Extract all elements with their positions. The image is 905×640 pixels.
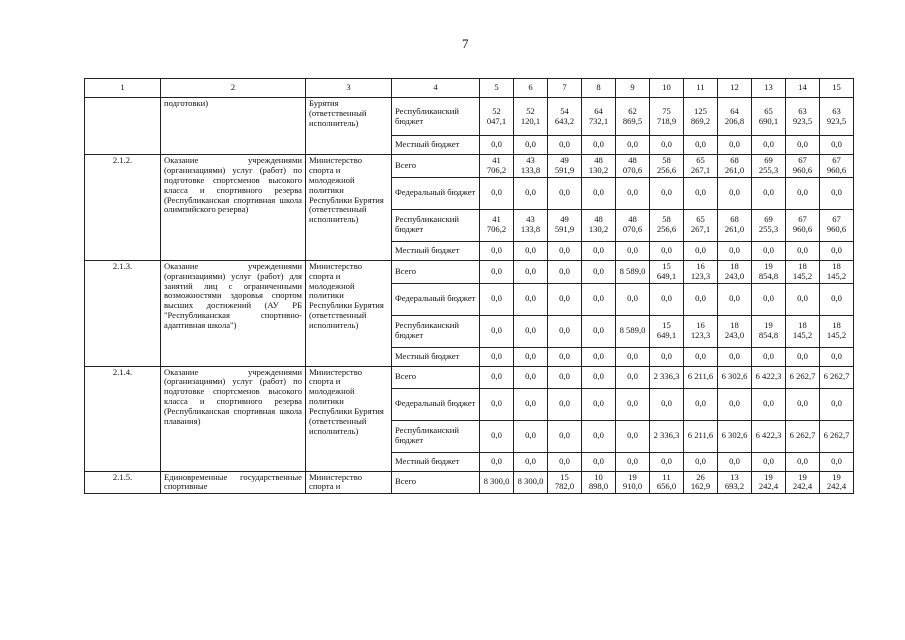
column-header: 13 xyxy=(752,79,786,98)
column-header: 9 xyxy=(616,79,650,98)
amount-cell: 67 960,6 xyxy=(820,155,854,178)
amount-cell: 0,0 xyxy=(718,283,752,315)
column-header: 11 xyxy=(684,79,718,98)
amount-cell: 18 145,2 xyxy=(820,315,854,347)
amount-cell: 0,0 xyxy=(582,136,616,155)
amount-cell: 0,0 xyxy=(752,347,786,366)
amount-cell: 0,0 xyxy=(752,241,786,260)
amount-cell: 0,0 xyxy=(752,388,786,420)
amount-cell: 69 255,3 xyxy=(752,209,786,241)
responsible-executor: Министерство спорта и молодежной политики Республики Бурятия (ответственный исполнитель) xyxy=(306,366,392,471)
item-description: Единовременные государственные спортивные xyxy=(161,471,306,494)
amount-cell: 8 589,0 xyxy=(616,260,650,283)
amount-cell: 0,0 xyxy=(480,420,514,452)
amount-cell: 6 302,6 xyxy=(718,420,752,452)
amount-cell: 0,0 xyxy=(650,241,684,260)
amount-cell: 0,0 xyxy=(616,347,650,366)
table-row xyxy=(85,260,854,283)
amount-cell: 0,0 xyxy=(582,366,616,388)
amount-cell: 19 910,0 xyxy=(616,471,650,494)
amount-cell: 8 300,0 xyxy=(514,471,548,494)
amount-cell: 68 261,0 xyxy=(718,155,752,178)
amount-cell: 26 162,9 xyxy=(684,471,718,494)
amount-cell: 0,0 xyxy=(548,315,582,347)
item-description: Оказание учреждениями (организациями) услуг (работ) по подготовке спортсменов высокого класса и спортивного резерва (Республиканская спортивная школа плавания) xyxy=(161,366,306,471)
amount-cell: 0,0 xyxy=(514,260,548,283)
amount-cell: 0,0 xyxy=(718,452,752,471)
amount-cell: 0,0 xyxy=(548,420,582,452)
amount-cell: 0,0 xyxy=(514,366,548,388)
amount-cell: 0,0 xyxy=(650,283,684,315)
amount-cell: 0,0 xyxy=(616,136,650,155)
amount-cell: 0,0 xyxy=(480,177,514,209)
amount-cell: 0,0 xyxy=(548,283,582,315)
item-description: подготовки) xyxy=(161,98,306,155)
column-header: 1 xyxy=(85,79,161,98)
amount-cell: 0,0 xyxy=(582,347,616,366)
amount-cell: 0,0 xyxy=(480,315,514,347)
item-code: 2.1.2. xyxy=(85,155,161,261)
amount-cell: 0,0 xyxy=(548,366,582,388)
amount-cell: 0,0 xyxy=(616,420,650,452)
amount-cell: 0,0 xyxy=(514,136,548,155)
amount-cell: 18 145,2 xyxy=(786,315,820,347)
amount-cell: 0,0 xyxy=(718,136,752,155)
amount-cell: 6 422,3 xyxy=(752,366,786,388)
table-row xyxy=(85,366,854,388)
amount-cell: 43 133,8 xyxy=(514,209,548,241)
amount-cell: 0,0 xyxy=(548,347,582,366)
amount-cell: 0,0 xyxy=(650,452,684,471)
amount-cell: 6 262,7 xyxy=(820,366,854,388)
amount-cell: 69 255,3 xyxy=(752,155,786,178)
amount-cell: 0,0 xyxy=(582,315,616,347)
funding-source: Местный бюджет xyxy=(392,136,480,155)
amount-cell: 0,0 xyxy=(582,260,616,283)
amount-cell: 52 120,1 xyxy=(514,98,548,136)
amount-cell: 0,0 xyxy=(650,136,684,155)
amount-cell: 58 256,6 xyxy=(650,209,684,241)
amount-cell: 0,0 xyxy=(820,136,854,155)
amount-cell: 19 854,8 xyxy=(752,315,786,347)
column-header: 6 xyxy=(514,79,548,98)
header-row xyxy=(85,79,854,98)
amount-cell: 0,0 xyxy=(718,388,752,420)
amount-cell: 6 302,6 xyxy=(718,366,752,388)
amount-cell: 64 206,8 xyxy=(718,98,752,136)
amount-cell: 0,0 xyxy=(548,136,582,155)
amount-cell: 0,0 xyxy=(480,366,514,388)
amount-cell: 0,0 xyxy=(616,283,650,315)
column-header: 12 xyxy=(718,79,752,98)
amount-cell: 0,0 xyxy=(684,388,718,420)
amount-cell: 0,0 xyxy=(752,177,786,209)
amount-cell: 0,0 xyxy=(514,177,548,209)
item-code: 2.1.3. xyxy=(85,260,161,366)
amount-cell: 0,0 xyxy=(752,283,786,315)
responsible-executor: Министерство спорта и xyxy=(306,471,392,494)
amount-cell: 0,0 xyxy=(514,420,548,452)
amount-cell: 0,0 xyxy=(786,388,820,420)
amount-cell: 0,0 xyxy=(820,347,854,366)
amount-cell: 0,0 xyxy=(786,136,820,155)
amount-cell: 18 243,0 xyxy=(718,260,752,283)
amount-cell: 6 211,6 xyxy=(684,366,718,388)
amount-cell: 0,0 xyxy=(514,283,548,315)
amount-cell: 0,0 xyxy=(650,347,684,366)
amount-cell: 0,0 xyxy=(718,347,752,366)
amount-cell: 0,0 xyxy=(480,452,514,471)
amount-cell: 15 649,1 xyxy=(650,315,684,347)
amount-cell: 125 869,2 xyxy=(684,98,718,136)
amount-cell: 6 422,3 xyxy=(752,420,786,452)
amount-cell: 75 718,9 xyxy=(650,98,684,136)
amount-cell: 41 706,2 xyxy=(480,209,514,241)
responsible-executor: Министерство спорта и молодежной политики Республики Бурятия (ответственный исполнитель) xyxy=(306,155,392,261)
budget-table xyxy=(84,78,854,494)
amount-cell: 0,0 xyxy=(650,177,684,209)
item-description: Оказание учреждениями (организациями) услуг (работ) по подготовке спортсменов высокого класса и спортивного резерва (Республиканская спортивная школа олимпийского резерва) xyxy=(161,155,306,261)
table-row xyxy=(85,98,854,136)
amount-cell: 58 256,6 xyxy=(650,155,684,178)
amount-cell: 49 591,9 xyxy=(548,155,582,178)
table-row xyxy=(85,471,854,494)
amount-cell: 67 960,6 xyxy=(820,209,854,241)
responsible-executor: Бурятия (ответственный исполнитель) xyxy=(306,98,392,155)
amount-cell: 0,0 xyxy=(582,283,616,315)
amount-cell: 0,0 xyxy=(684,177,718,209)
amount-cell: 19 854,8 xyxy=(752,260,786,283)
amount-cell: 0,0 xyxy=(820,452,854,471)
amount-cell: 48 070,6 xyxy=(616,209,650,241)
amount-cell: 0,0 xyxy=(684,283,718,315)
column-header: 14 xyxy=(786,79,820,98)
amount-cell: 54 643,2 xyxy=(548,98,582,136)
funding-source: Федеральный бюджет xyxy=(392,283,480,315)
amount-cell: 0,0 xyxy=(548,260,582,283)
column-header: 15 xyxy=(820,79,854,98)
funding-source: Местный бюджет xyxy=(392,452,480,471)
amount-cell: 0,0 xyxy=(684,241,718,260)
amount-cell: 0,0 xyxy=(820,177,854,209)
amount-cell: 0,0 xyxy=(582,388,616,420)
amount-cell: 2 336,3 xyxy=(650,420,684,452)
item-code: 2.1.5. xyxy=(85,471,161,494)
amount-cell: 11 656,0 xyxy=(650,471,684,494)
funding-source: Всего xyxy=(392,260,480,283)
amount-cell: 48 130,2 xyxy=(582,209,616,241)
funding-source: Республиканский бюджет xyxy=(392,209,480,241)
amount-cell: 18 243,0 xyxy=(718,315,752,347)
item-description: Оказание учреждениями (организациями) услуг (работ) для занятий лиц с ограниченными возможностями здоровья спортом высших достижений (АУ РБ "Республиканская спортивно-адаптивная школа") xyxy=(161,260,306,366)
amount-cell: 0,0 xyxy=(480,260,514,283)
funding-source: Местный бюджет xyxy=(392,241,480,260)
amount-cell: 0,0 xyxy=(548,388,582,420)
amount-cell: 0,0 xyxy=(514,241,548,260)
amount-cell: 41 706,2 xyxy=(480,155,514,178)
amount-cell: 67 960,6 xyxy=(786,155,820,178)
amount-cell: 0,0 xyxy=(480,241,514,260)
responsible-executor: Министерство спорта и молодежной политики Республики Бурятия (ответственный исполнитель) xyxy=(306,260,392,366)
amount-cell: 65 267,1 xyxy=(684,155,718,178)
amount-cell: 65 267,1 xyxy=(684,209,718,241)
column-header: 7 xyxy=(548,79,582,98)
amount-cell: 19 242,4 xyxy=(820,471,854,494)
amount-cell: 0,0 xyxy=(786,241,820,260)
amount-cell: 0,0 xyxy=(548,452,582,471)
amount-cell: 0,0 xyxy=(616,177,650,209)
amount-cell: 0,0 xyxy=(786,347,820,366)
table-row xyxy=(85,155,854,178)
amount-cell: 64 732,1 xyxy=(582,98,616,136)
amount-cell: 6 262,7 xyxy=(820,420,854,452)
amount-cell: 0,0 xyxy=(684,347,718,366)
amount-cell: 49 591,9 xyxy=(548,209,582,241)
amount-cell: 0,0 xyxy=(548,177,582,209)
page-number: 7 xyxy=(462,36,469,51)
funding-source: Республиканский бюджет xyxy=(392,420,480,452)
column-header: 8 xyxy=(582,79,616,98)
amount-cell: 0,0 xyxy=(582,177,616,209)
amount-cell: 6 262,7 xyxy=(786,420,820,452)
column-header: 5 xyxy=(480,79,514,98)
item-code: 2.1.4. xyxy=(85,366,161,471)
amount-cell: 63 923,5 xyxy=(786,98,820,136)
amount-cell: 0,0 xyxy=(684,452,718,471)
amount-cell: 0,0 xyxy=(514,315,548,347)
funding-source: Республиканский бюджет xyxy=(392,315,480,347)
amount-cell: 0,0 xyxy=(616,366,650,388)
column-header: 3 xyxy=(306,79,392,98)
amount-cell: 0,0 xyxy=(480,347,514,366)
amount-cell: 0,0 xyxy=(752,452,786,471)
amount-cell: 67 960,6 xyxy=(786,209,820,241)
amount-cell: 0,0 xyxy=(548,241,582,260)
amount-cell: 62 869,5 xyxy=(616,98,650,136)
amount-cell: 15 649,1 xyxy=(650,260,684,283)
amount-cell: 16 123,3 xyxy=(684,315,718,347)
amount-cell: 0,0 xyxy=(480,283,514,315)
funding-source: Всего xyxy=(392,366,480,388)
amount-cell: 0,0 xyxy=(582,420,616,452)
amount-cell: 0,0 xyxy=(786,177,820,209)
amount-cell: 0,0 xyxy=(616,452,650,471)
amount-cell: 8 300,0 xyxy=(480,471,514,494)
amount-cell: 19 242,4 xyxy=(786,471,820,494)
amount-cell: 43 133,8 xyxy=(514,155,548,178)
amount-cell: 16 123,3 xyxy=(684,260,718,283)
funding-source: Местный бюджет xyxy=(392,347,480,366)
amount-cell: 48 130,2 xyxy=(582,155,616,178)
amount-cell: 0,0 xyxy=(684,136,718,155)
amount-cell: 52 047,1 xyxy=(480,98,514,136)
amount-cell: 13 693,2 xyxy=(718,471,752,494)
amount-cell: 0,0 xyxy=(514,388,548,420)
amount-cell: 0,0 xyxy=(514,452,548,471)
amount-cell: 0,0 xyxy=(820,388,854,420)
amount-cell: 0,0 xyxy=(718,241,752,260)
funding-source: Федеральный бюджет xyxy=(392,388,480,420)
amount-cell: 0,0 xyxy=(786,283,820,315)
amount-cell: 0,0 xyxy=(616,241,650,260)
amount-cell: 18 145,2 xyxy=(820,260,854,283)
funding-source: Всего xyxy=(392,471,480,494)
amount-cell: 2 336,3 xyxy=(650,366,684,388)
amount-cell: 15 782,0 xyxy=(548,471,582,494)
amount-cell: 0,0 xyxy=(582,241,616,260)
amount-cell: 48 070,6 xyxy=(616,155,650,178)
funding-source: Республиканский бюджет xyxy=(392,98,480,136)
item-code xyxy=(85,98,161,155)
amount-cell: 63 923,5 xyxy=(820,98,854,136)
column-header: 4 xyxy=(392,79,480,98)
amount-cell: 0,0 xyxy=(650,388,684,420)
amount-cell: 0,0 xyxy=(514,347,548,366)
amount-cell: 0,0 xyxy=(820,283,854,315)
amount-cell: 0,0 xyxy=(718,177,752,209)
amount-cell: 0,0 xyxy=(582,452,616,471)
amount-cell: 65 690,1 xyxy=(752,98,786,136)
amount-cell: 68 261,0 xyxy=(718,209,752,241)
amount-cell: 10 898,0 xyxy=(582,471,616,494)
amount-cell: 0,0 xyxy=(480,388,514,420)
column-header: 2 xyxy=(161,79,306,98)
amount-cell: 6 211,6 xyxy=(684,420,718,452)
amount-cell: 0,0 xyxy=(820,241,854,260)
amount-cell: 0,0 xyxy=(616,388,650,420)
funding-source: Федеральный бюджет xyxy=(392,177,480,209)
amount-cell: 19 242,4 xyxy=(752,471,786,494)
funding-source: Всего xyxy=(392,155,480,178)
amount-cell: 0,0 xyxy=(786,452,820,471)
column-header: 10 xyxy=(650,79,684,98)
amount-cell: 6 262,7 xyxy=(786,366,820,388)
amount-cell: 8 589,0 xyxy=(616,315,650,347)
amount-cell: 0,0 xyxy=(480,136,514,155)
amount-cell: 18 145,2 xyxy=(786,260,820,283)
amount-cell: 0,0 xyxy=(752,136,786,155)
